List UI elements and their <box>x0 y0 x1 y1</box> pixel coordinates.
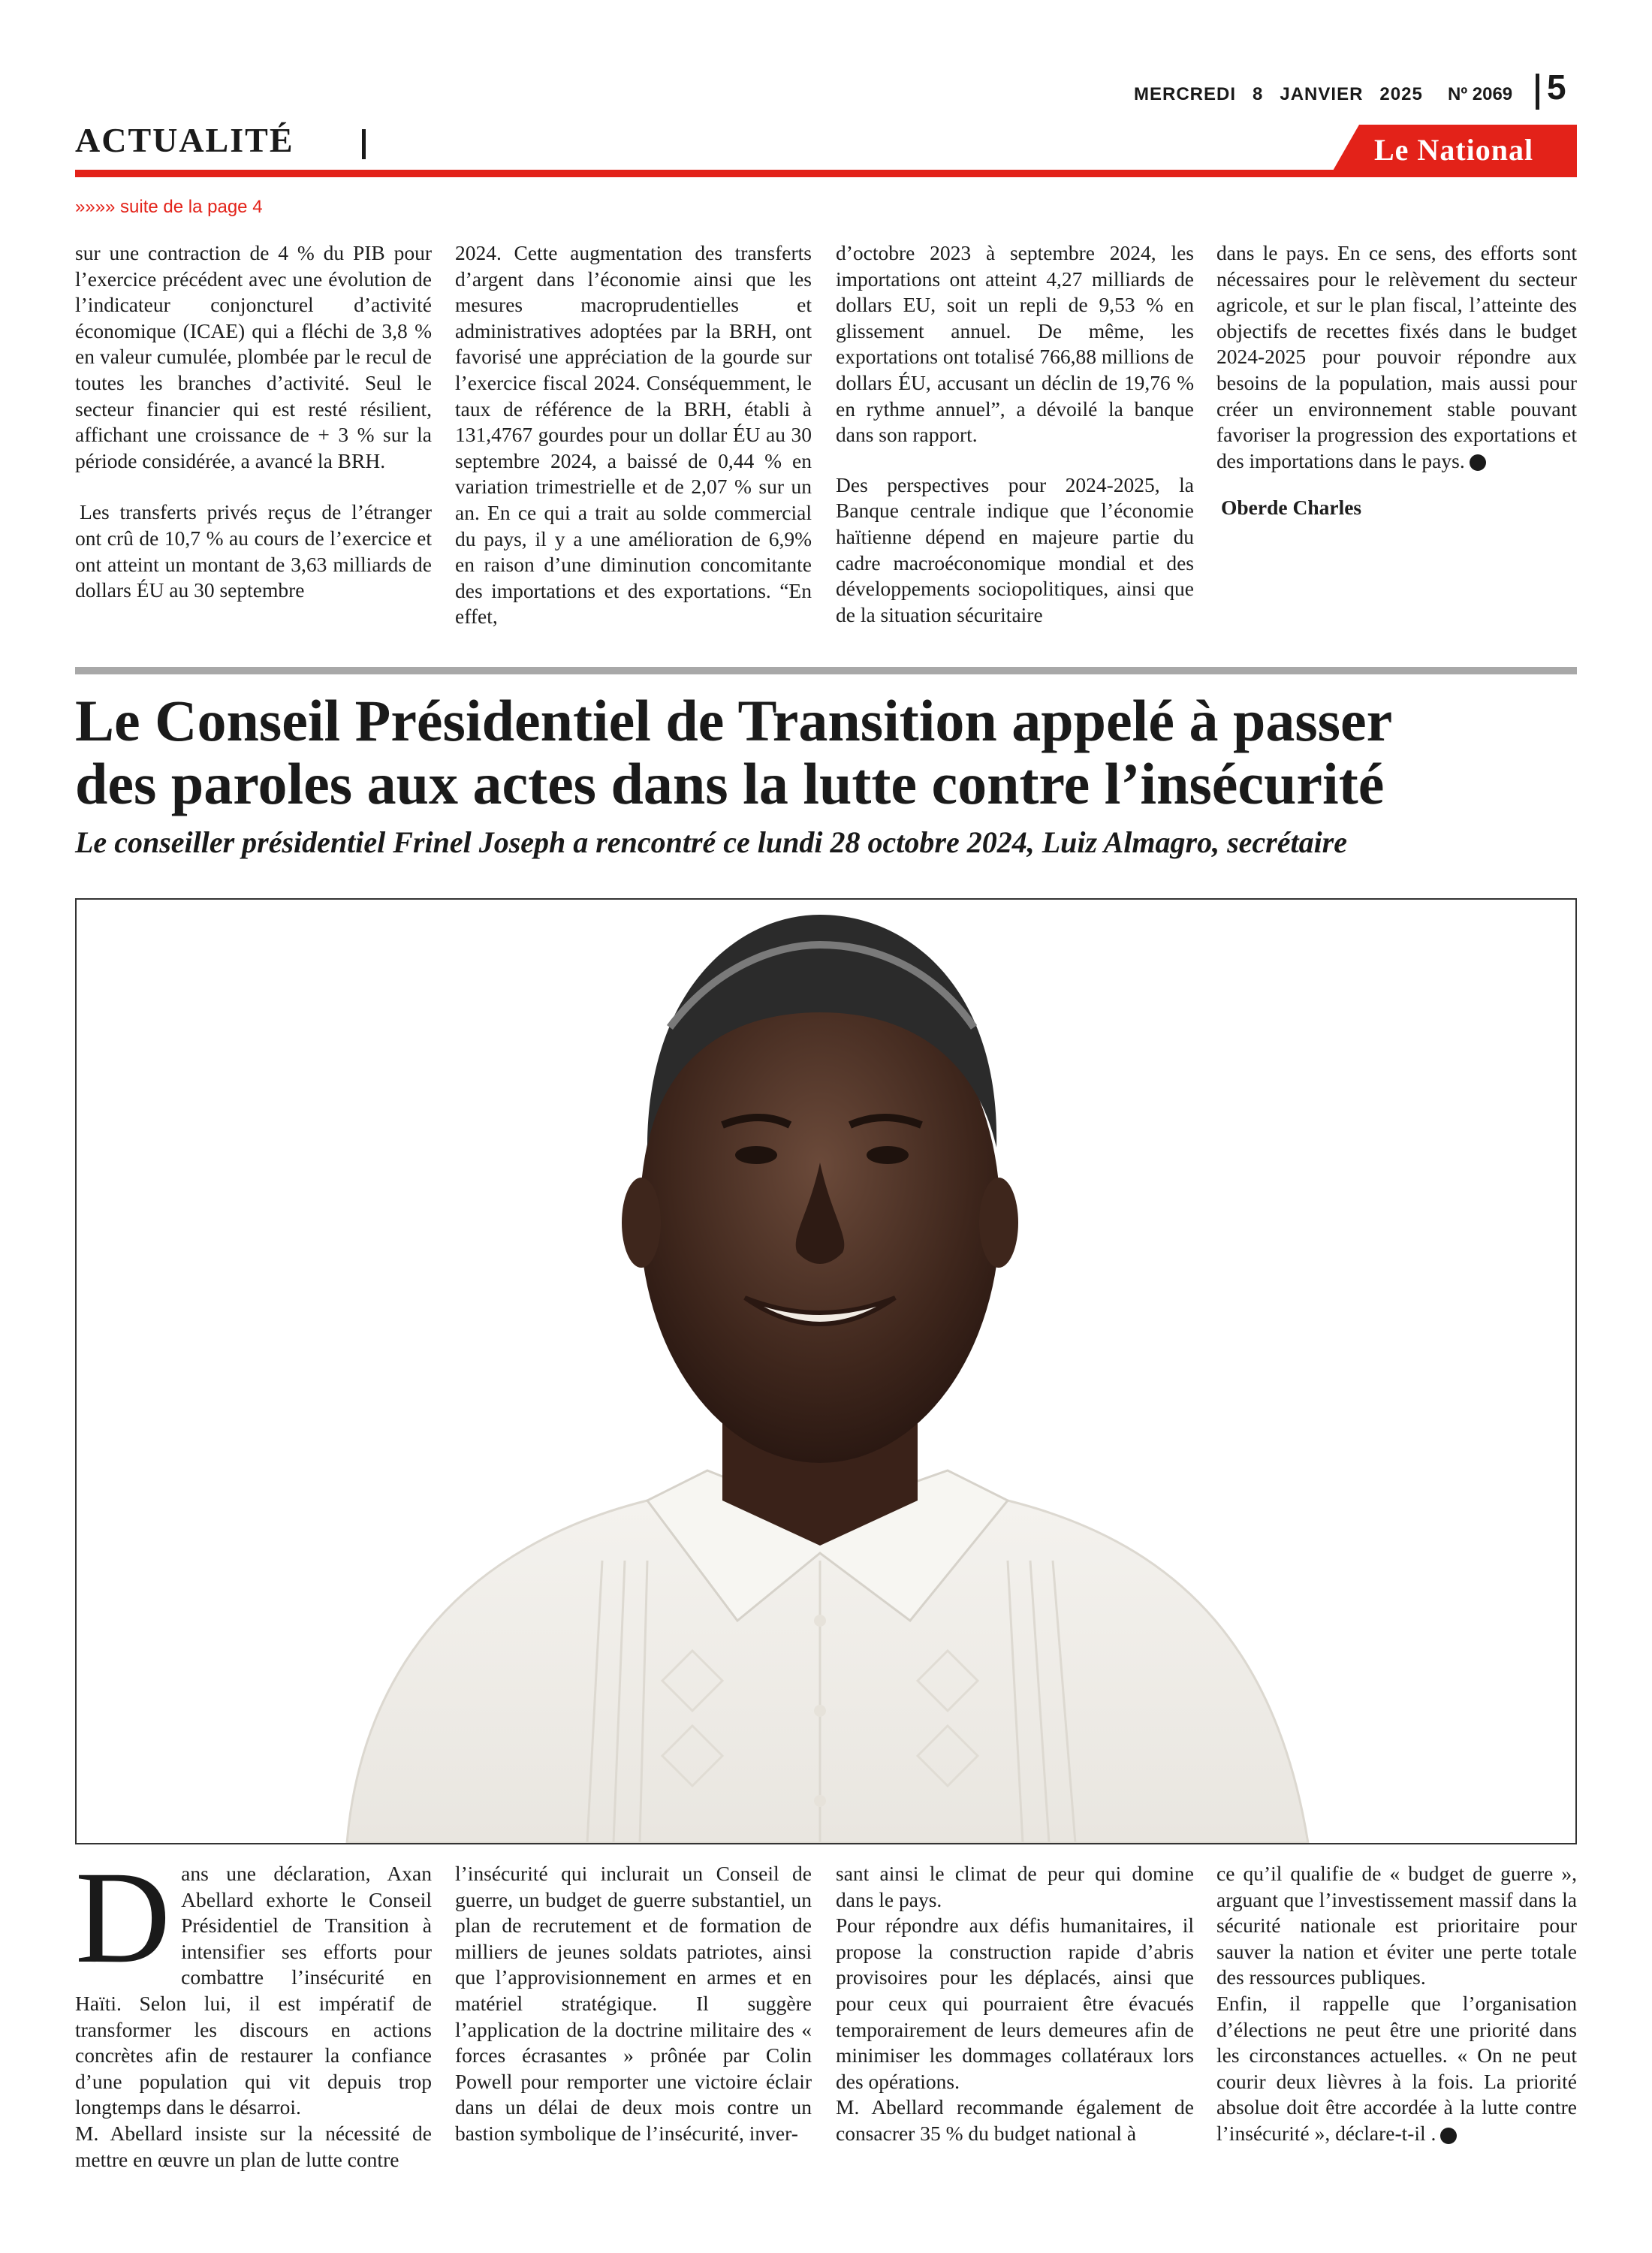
paragraph: l’insécurité qui inclurait un Conseil de guerre, un budget de guerre substantiel, un plan de recrutement et de formation de milliers de jeunes soldats patriotes, ainsi que l’approvisionnement en armes et en matériel stratégique. Il suggère l’application de la doctrine militaire des « forces écrasantes » prônée par Colin Powell pour remporter une victoire éclair dans un délai de deux mois contre un bastion symbolique de l’insécurité, inver- <box>455 1862 812 2145</box>
main-article-column-2 <box>455 1861 812 2147</box>
headline <box>75 689 1577 816</box>
paragraph <box>75 1844 432 2121</box>
end-mark-icon <box>1440 2128 1457 2144</box>
issue-number: Nº 2069 <box>1448 84 1513 104</box>
paragraph <box>1216 1991 1577 2147</box>
main-article-column-1 <box>75 1844 432 2173</box>
paragraph: sant ainsi le climat de peur qui domine dans le pays. <box>836 1862 1194 1911</box>
continued-from-label: »»»» suite de la page 4 <box>75 197 263 217</box>
newspaper-brand: Le National <box>1374 133 1534 167</box>
top-article-column-1 <box>75 240 432 604</box>
end-mark-icon <box>1470 454 1486 471</box>
portrait-photo-image <box>77 900 1575 1843</box>
paragraph: Pour répondre aux défis humanitaires, il propose la construction rapide d’abris provisoires pour les déplacés, ainsi que pour ceux qui pourraient être évacués temporairement de leurs demeures afin de minimiser les dommages collatéraux lors des opérations. <box>836 1914 1194 2093</box>
issue-month: JANVIER <box>1280 84 1364 104</box>
article-photo <box>75 898 1577 1844</box>
main-article-column-3 <box>836 1861 1194 2147</box>
issue-date <box>1134 84 1439 105</box>
page-number: 5 <box>1547 68 1566 107</box>
headline-line-2: des paroles aux actes dans la lutte contre l’insécurité <box>75 751 1385 816</box>
issue-day: MERCREDI <box>1134 84 1237 104</box>
section-divider <box>362 129 366 159</box>
paragraph: d’octobre 2023 à septembre 2024, les importations ont atteint 4,27 milliards de dollars EU, soit un repli de 9,53 % en glissement annuel. De même, les exportations ont totalisé 766,88 millions de dollars ÉU, accusant un déclin de 19,76 % en rythme annuel”, a dévoilé la banque dans son rapport. <box>836 241 1194 447</box>
main-article-column-4 <box>1216 1861 1577 2147</box>
section-title: ACTUALITÉ <box>75 121 294 159</box>
issue-year: 2025 <box>1379 84 1423 104</box>
top-article-column-2 <box>455 240 812 630</box>
drop-cap: D <box>75 1844 171 1991</box>
author-byline: Oberde Charles <box>1221 496 1362 520</box>
paragraph-text: Enfin, il rappelle que l’organisation d’élections ne peut être une priorité dans les circonstances actuelles. « On ne peut courir deux lièvres à la fois. La priorité absolue doit être accordée à la lutte contre l’insécurité », déclare-t-il . <box>1216 1991 1577 2145</box>
paragraph-text: ans une déclaration, Axan Abellard exhorte le Conseil Présidentiel de Transition à intensifier ses efforts pour combattre l’insécurité en Haïti. Selon lui, il est impératif de transformer les discours en actions concrètes afin de restaurer la confiance d’une population qui vit depuis trop longtemps dans le désarroi. <box>75 1862 432 2119</box>
paragraph: Les transferts privés reçus de l’étranger ont crû de 10,7 % au cours de l’exercice et ont atteint un montant de 3,63 milliards de dollars ÉU au 30 septembre <box>75 500 432 602</box>
page-number-divider <box>1536 74 1539 110</box>
top-article-column-4 <box>1216 240 1577 521</box>
paragraph-text: dans le pays. En ce sens, des efforts sont nécessaires pour le relèvement du secteur agricole, et sur le plan fiscal, l’atteinte des objectifs de recettes fixés dans le budget 2024-2025 pour pouvoir répondre aux besoins de la population, mais aussi pour créer un environnement stable pouvant favoriser la progression des exportations et des importations dans le pays. <box>1216 241 1577 472</box>
paragraph: sur une contraction de 4 % du PIB pour l’exercice précédent avec une évolution de l’indicateur conjoncturel d’activité économique (ICAE) qui a fléchi de 3,8 % en valeur cumulée, plombée par le recul de toutes les branches d’activité. Seul le secteur financier qui est resté résilient, affichant une croissance de + 3 % sur la période considérée, a avancé la BRH. <box>75 241 432 472</box>
article-separator <box>75 667 1577 674</box>
top-article-column-3 <box>836 240 1194 628</box>
paragraph: M. Abellard recommande également de consacrer 35 % du budget national à <box>836 2095 1194 2145</box>
issue-date-number: 8 <box>1253 84 1264 104</box>
paragraph: Des perspectives pour 2024-2025, la Banque centrale indique que l’économie haïtienne dépend en majeure partie du cadre macroéconomique mondial et des développements sociopolitiques, ainsi que de la situation sécuritaire <box>836 472 1194 626</box>
subheadline: Le conseiller présidentiel Frinel Joseph a rencontré ce lundi 28 octobre 2024, Luiz Almagro, secrétaire <box>75 825 1348 859</box>
paragraph: M. Abellard insiste sur la nécessité de mettre en œuvre un plan de lutte contre <box>75 2121 432 2171</box>
paragraph <box>1216 240 1577 474</box>
headline-line-1: Le Conseil Présidentiel de Transition appelé à passer <box>75 688 1393 753</box>
paragraph: 2024. Cette augmentation des transferts d’argent dans l’économie ainsi que les mesures macroprudentielles et administratives adoptées par la BRH, ont favorisé une appréciation de la gourde sur l’exercice fiscal 2024. Conséquemment, le taux de référence de la BRH, établi à 131,4767 gourdes pour un dollar ÉU au 30 septembre 2024, a baissé de 0,44 % en variation trimestrielle et de 2,07 % sur un an. En ce qui a trait au solde commercial du pays, il y a une amélioration de 6,9% en raison d’une diminution concomitante des importations et des exportations. “En effet, <box>455 241 812 629</box>
paragraph: ce qu’il qualifie de « budget de guerre », arguant que l’investissement massif dans la sécurité nationale est prioritaire pour sauver la nation et éviter une perte totale des ressources publiques. <box>1216 1862 1577 1989</box>
